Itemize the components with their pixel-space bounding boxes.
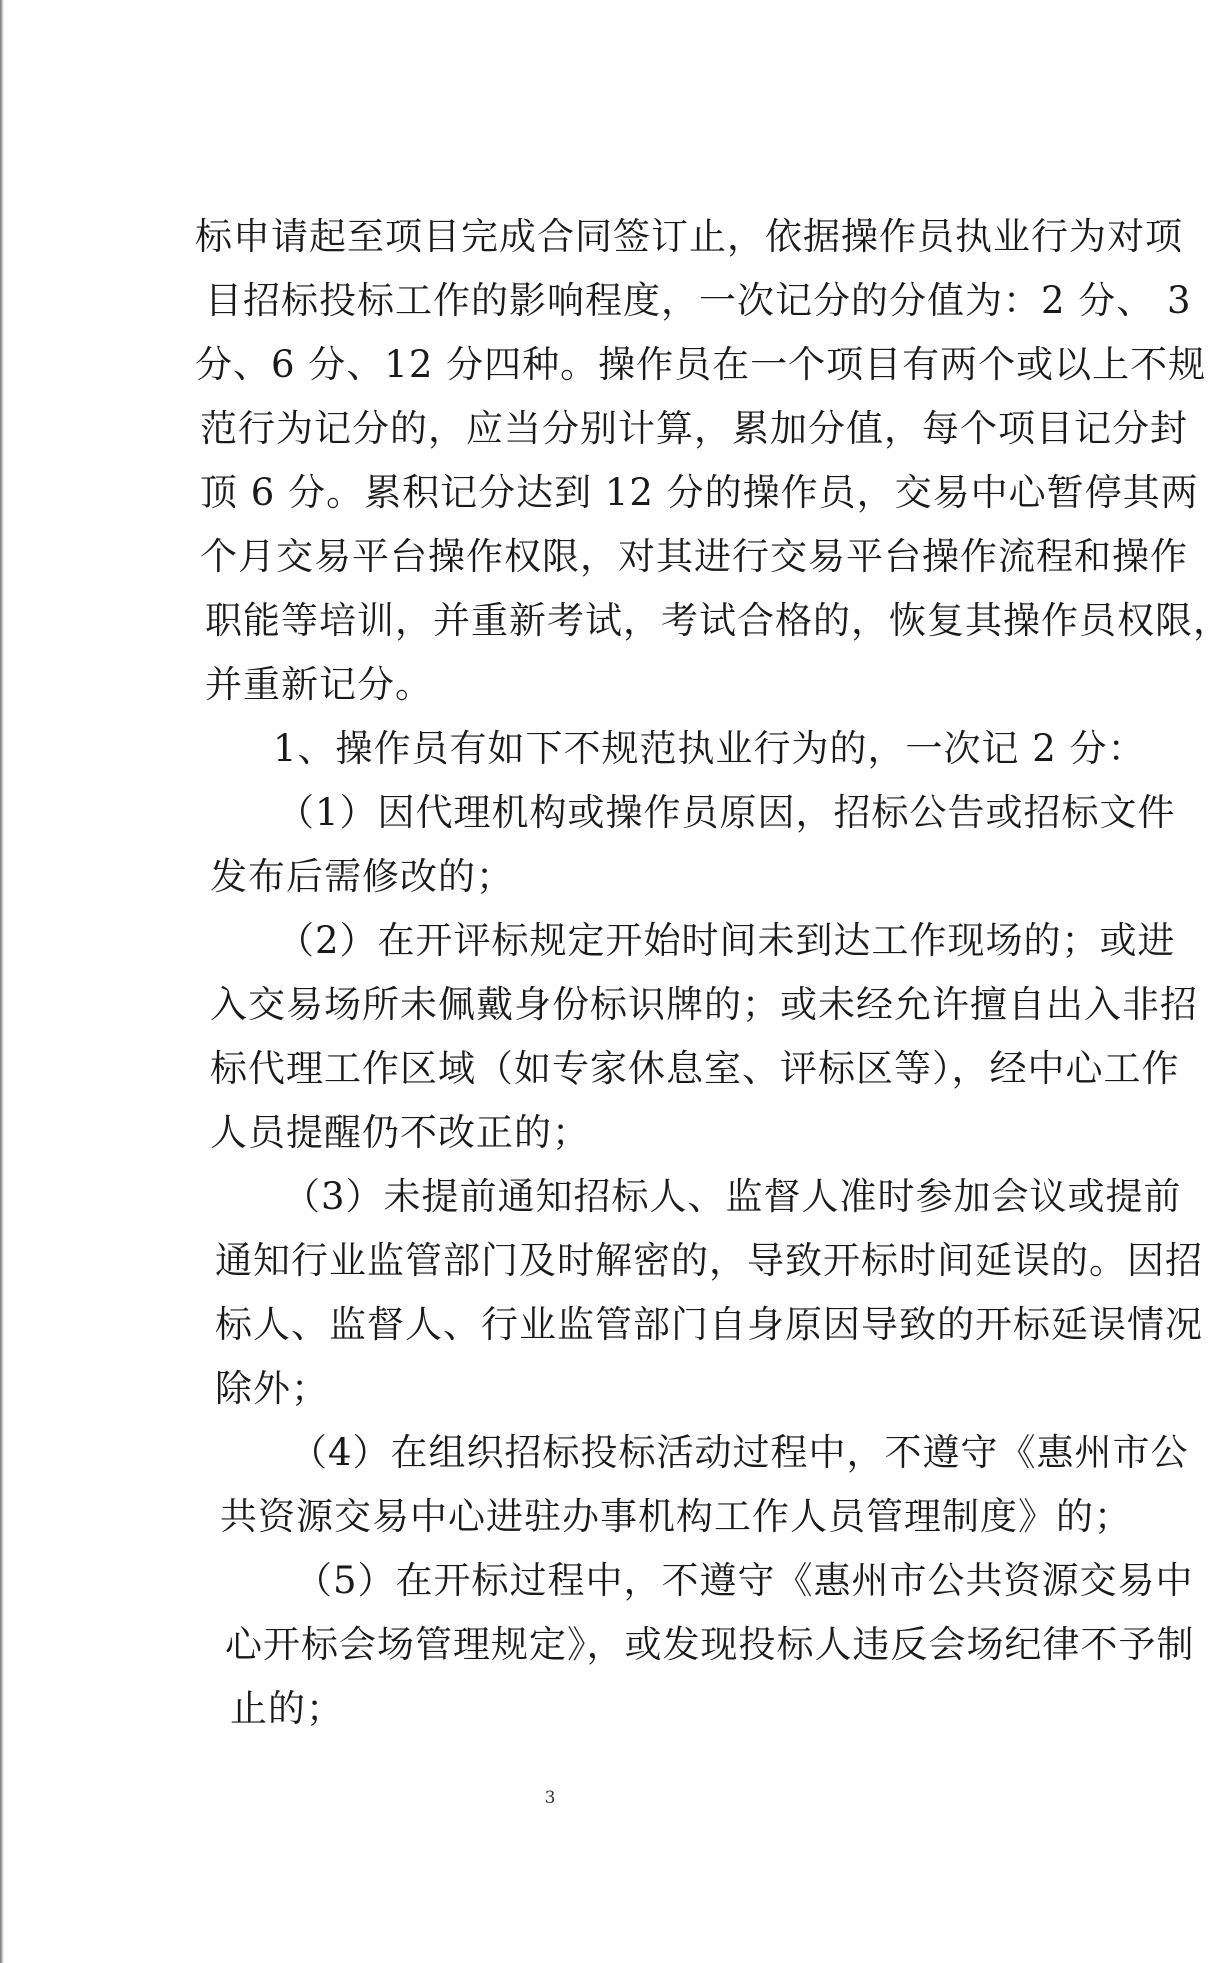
text-line: 标申请起至项目完成合同签订止，依据操作员执业行为对项 xyxy=(195,215,1183,258)
text-line: 分、6 分、12 分四种。操作员在一个项目有两个或以上不规 xyxy=(195,343,1207,386)
text-line: 人员提醒仍不改正的； xyxy=(210,1111,590,1154)
document-page xyxy=(195,205,1231,1741)
text-line: 止的； xyxy=(230,1687,344,1730)
page-number: 3 xyxy=(544,1788,556,1808)
text-line: 个月交易平台操作权限，对其进行交易平台操作流程和操作 xyxy=(200,535,1188,578)
text-line: 顶 6 分。累积记分达到 12 分的操作员，交易中心暂停其两 xyxy=(200,471,1199,514)
list-item: （5）在开标过程中，不遵守《惠州市公共资源交易中 xyxy=(295,1559,1194,1602)
list-item: （1）因代理机构或操作员原因，招标公告或招标文件 xyxy=(277,791,1176,834)
text-line: 范行为记分的，应当分别计算，累加分值，每个项目记分封 xyxy=(200,407,1188,450)
text-line: 除外； xyxy=(215,1367,329,1410)
text-line: 职能等培训，并重新考试，考试合格的，恢复其操作员权限， xyxy=(205,599,1231,642)
text-line: 共资源交易中心进驻办事机构工作人员管理制度》的； xyxy=(220,1495,1132,1538)
text-line: 目招标投标工作的影响程度，一次记分的分值为：2 分、 3 xyxy=(205,279,1192,322)
text-line: 标代理工作区域（如专家休息室、评标区等），经中心工作 xyxy=(210,1047,1180,1090)
scan-edge xyxy=(0,0,4,1963)
list-item: （3）未提前通知招标人、监督人准时参加会议或提前 xyxy=(283,1175,1182,1218)
text-line: 入交易场所未佩戴身份标识牌的；或未经允许擅自出入非招 xyxy=(210,983,1198,1026)
list-item: （4）在组织招标投标活动过程中，不遵守《惠州市公 xyxy=(290,1431,1189,1474)
text-line: 发布后需修改的； xyxy=(210,855,514,898)
text-line: 通知行业监管部门及时解密的，导致开标时间延误的。因招 xyxy=(215,1239,1203,1282)
text-line: 并重新记分。 xyxy=(205,663,433,706)
list-item: （2）在开评标规定开始时间未到达工作现场的；或进 xyxy=(277,919,1176,962)
list-item-heading: 1、操作员有如下不规范执业行为的，一次记 2 分： xyxy=(273,727,1146,770)
text-line: 标人、监督人、行业监管部门自身原因导致的开标延误情况 xyxy=(215,1303,1203,1346)
text-line: 心开标会场管理规定》，或发现投标人违反会场纪律不予制 xyxy=(225,1623,1195,1666)
